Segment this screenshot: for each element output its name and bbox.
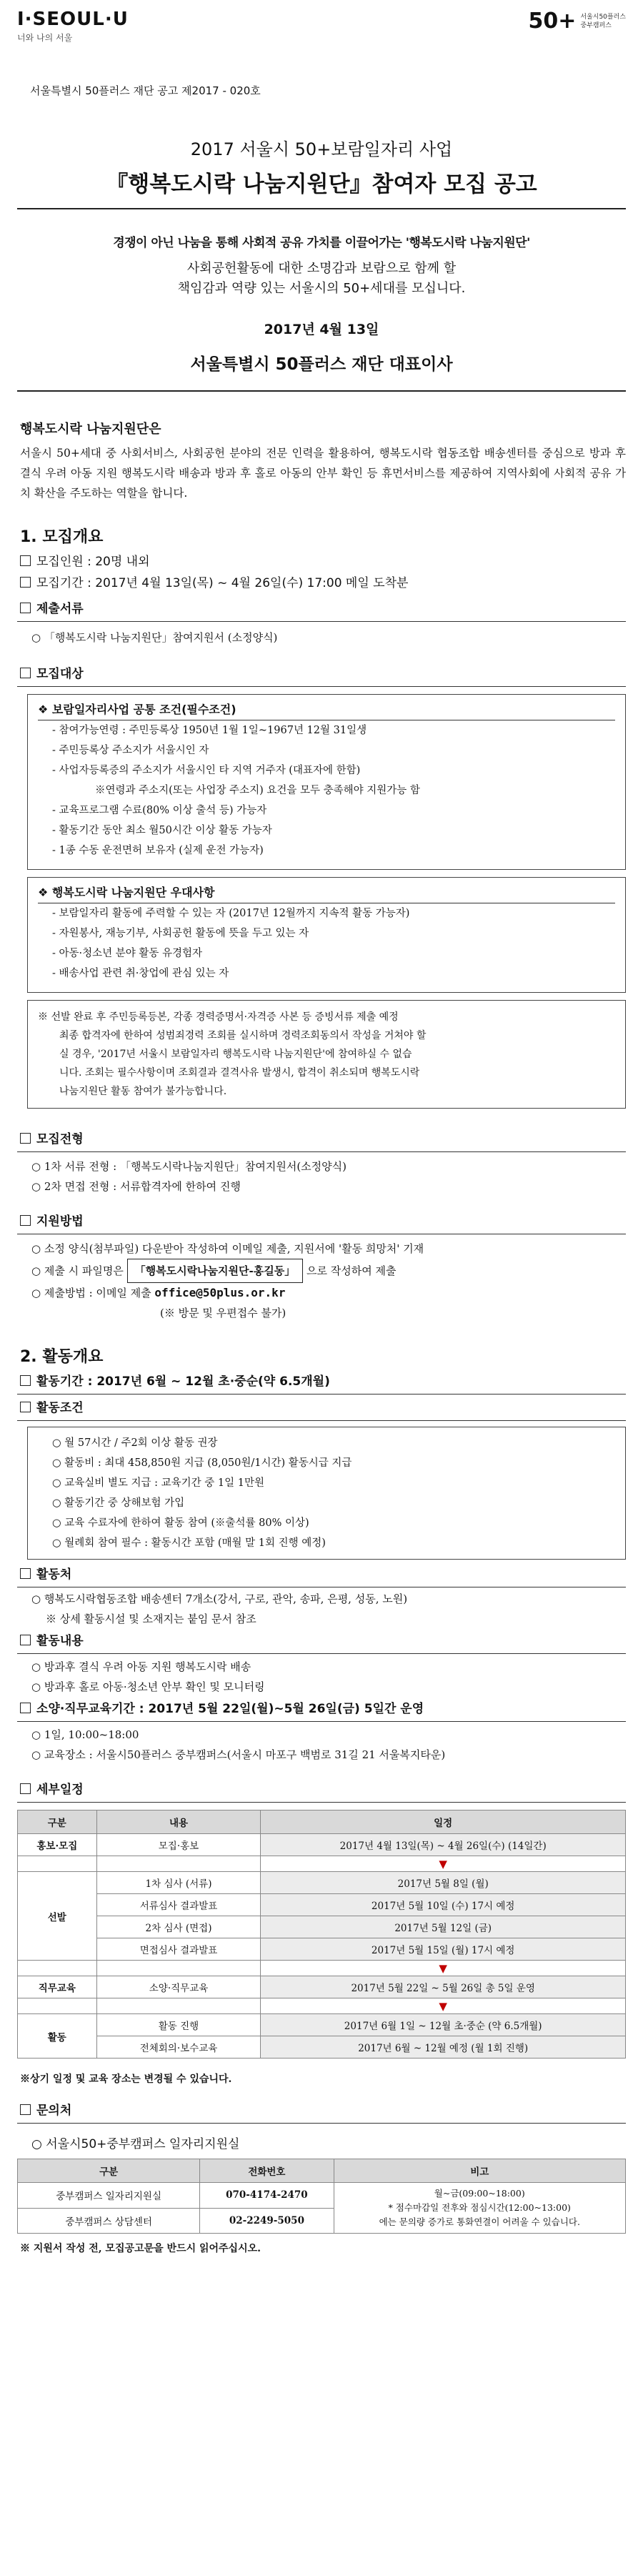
target-title: 모집대상 [36, 667, 84, 681]
schedule-header-cell: 구분 [18, 1810, 97, 1834]
contact-table [17, 2159, 626, 2234]
schedule-row [17, 1780, 626, 1803]
pref-item: - 자원봉사, 재능기부, 사회공헌 활동에 뜻을 두고 있는 자 [52, 928, 309, 939]
preference-box [27, 877, 626, 993]
note-line: 실 경우, '2017년 서울시 보람일자리 행복도시락 나눔지원단'에 참여하실 수 없습 [59, 1049, 412, 1060]
50plus-logo [528, 9, 626, 34]
schedule-item: 활동 진행 [96, 2014, 261, 2036]
preference-title: 행복도시락 나눔지원단 우대사항 [51, 886, 215, 899]
pref-item: - 아동·청소년 분야 활동 유경험자 [52, 948, 203, 959]
activity-period: 활동기간 : 2017년 6월 ~ 12월 초·중순(약 6.5개월) [36, 1374, 330, 1389]
place-note: ※ 상세 활동시설 및 소재지는 붙임 문서 참조 [46, 1613, 256, 1625]
filename-after: 으로 작성하여 제출 [306, 1264, 397, 1277]
contact-row [17, 2101, 626, 2124]
common-conditions-box [27, 694, 626, 870]
contact-org: ○ 서울시50+중부캠퍼스 일자리지원실 [31, 2137, 240, 2151]
checkbox-icon [20, 1703, 31, 1713]
process-item: ○ 1차 서류 전형 : 「행복도시락나눔지원단」참여지원서(소정양식) [31, 1160, 347, 1173]
checkbox-icon [20, 1635, 31, 1645]
schedule-cat: 활동 [18, 2014, 97, 2059]
schedule-note: ※상기 일정 및 교육 장소는 변경될 수 있습니다. [20, 2074, 232, 2085]
period-row [17, 574, 626, 593]
schedule-header-row [18, 1810, 626, 1834]
edu-title: 소양·직무교육기간 : 2017년 5월 22일(월)~5월 26일(금) 5일간 운영 [36, 1702, 424, 1716]
schedule-item: 서류심사 결과발표 [96, 1894, 261, 1916]
headcount: 모집인원 : 20명 내외 [36, 555, 150, 569]
checkbox-icon [20, 1215, 31, 1226]
checkbox-icon [20, 577, 31, 588]
table-row [18, 1872, 626, 1894]
schedule-item: 면접심사 결과발표 [96, 1938, 261, 1961]
schedule-item: 모집·홍보 [96, 1834, 261, 1856]
intro-line1: 사회공헌활동에 대한 소명감과 보람으로 함께 할 [186, 261, 457, 276]
schedule-cat: 홍보·모집 [18, 1834, 97, 1856]
contact-remark-line: 에는 문의량 증가로 통화연결이 어려울 수 있습니다. [379, 2216, 580, 2227]
schedule-date: 2017년 5월 22일 ~ 5월 26일 총 5일 운영 [261, 1976, 626, 1998]
apply-item-filename [17, 1259, 626, 1283]
activity-cond-item: ○ 교육 수료자에 한하여 활동 참여 (※출석률 80% 이상) [52, 1517, 309, 1529]
arrow-row [18, 1998, 626, 2014]
about-heading: 행복도시락 나눔지원단은 [20, 422, 161, 437]
checkbox-icon [20, 603, 31, 613]
background-check-note [27, 1000, 626, 1109]
content-title: 활동내용 [36, 1634, 84, 1648]
common-conditions-title-row: ❖ 보람일자리사업 공통 조건(필수조건) [38, 700, 615, 720]
arrow-row [18, 1856, 626, 1872]
final-note: ※ 지원서 작성 전, 모집공고문을 반드시 읽어주십시오. [20, 2243, 261, 2254]
iseoulu-logo [17, 9, 129, 44]
schedule-date: 2017년 5월 12일 (금) [261, 1916, 626, 1938]
contact-name: 중부캠퍼스 상담센터 [18, 2208, 200, 2234]
no-visit-note: (※ 방문 및 우편접수 불가) [160, 1307, 286, 1319]
apply-item-email [17, 1283, 626, 1303]
50plus-logo-mark: 50+ [528, 9, 577, 34]
place-item: ○ 행복도시락협동조합 배송센터 7개소(강서, 구로, 관악, 송파, 은평, 성동, 노원) [31, 1592, 408, 1605]
schedule-table [17, 1810, 626, 2059]
note-line: 니다. 조회는 필수사항이며 조회결과 결격사유 발생시, 합격이 취소되며 행복도시락 [59, 1067, 420, 1079]
target-row [17, 665, 626, 687]
table-row [18, 1894, 626, 1916]
filename-example: 「행복도시락나눔지원단-홍길동」 [127, 1259, 304, 1283]
recruit-period: 모집기간 : 2017년 4월 13일(목) ~ 4월 26일(수) 17:00 메일 도착분 [36, 576, 409, 590]
50plus-logo-sub2: 중부캠퍼스 [580, 21, 612, 29]
activity-cond-item: ○ 월 57시간 / 주2회 이상 활동 권장 [52, 1437, 218, 1449]
50plus-logo-sub1: 서울시50플러스 [580, 13, 626, 21]
note-line: 최종 합격자에 한하여 성범죄경력 조회를 실시하며 경력조회동의서 작성을 거쳐야 할 [59, 1030, 427, 1041]
content-item: ○ 방과후 결식 우려 아동 지원 행복도시락 배송 [31, 1660, 251, 1673]
intro [17, 259, 626, 299]
note-line: 나눔지원단 활동 참여가 불가능합니다. [59, 1086, 227, 1097]
table-row [18, 2036, 626, 2059]
issuer-divider [17, 390, 626, 392]
process-row [17, 1130, 626, 1152]
docs-row [17, 600, 626, 622]
activity-cond-title: 활동조건 [36, 1401, 84, 1415]
headcount-row [17, 553, 626, 571]
docs-item-row: ○ 「행복도시락 나눔지원단」참여지원서 (소정양식) [31, 631, 278, 644]
cond-item: ※연령과 주소지(또는 사업장 주소지) 요건을 모두 충족해야 지원가능 함 [95, 785, 420, 796]
content-item: ○ 방과후 홀로 아동·청소년 안부 확인 및 모니터링 [31, 1680, 265, 1693]
apply-title: 지원방법 [36, 1214, 84, 1229]
contact-remark [334, 2183, 625, 2234]
contact-remark-line: 월~금(09:00~18:00) [434, 2188, 525, 2199]
activity-cond-row [17, 1399, 626, 1421]
iseoulu-logo-text: I·SEOUL·U [17, 9, 129, 30]
table-row [18, 2183, 626, 2209]
schedule-item: 1차 심사 (서류) [96, 1872, 261, 1894]
checkbox-icon [20, 2104, 31, 2115]
arrow-down-icon: ▼ [261, 1961, 626, 1976]
schedule-item: 2차 심사 (면접) [96, 1916, 261, 1938]
contact-remark-line: * 점수마감일 전후와 점심시간(12:00~13:00) [388, 2202, 571, 2213]
schedule-item: 전체회의·보수교육 [96, 2036, 261, 2059]
notice-date: 2017년 4월 13일 [264, 322, 379, 337]
checkbox-icon [20, 1402, 31, 1412]
activity-conditions-box [27, 1427, 626, 1560]
docs-title: 제출서류 [36, 602, 84, 616]
activity-period-row [17, 1372, 626, 1394]
place-row [17, 1565, 626, 1587]
cond-item: - 사업자등록증의 주소지가 서울시인 타 지역 거주자 (대표자에 한함) [52, 765, 361, 776]
schedule-cat: 직무교육 [18, 1976, 97, 1998]
schedule-date: 2017년 5월 10일 (수) 17시 예정 [261, 1894, 626, 1916]
schedule-date: 2017년 6월 1일 ~ 12월 초·중순 (약 6.5개월) [261, 2014, 626, 2036]
contact-header-cell: 전화번호 [200, 2159, 334, 2183]
contact-header-cell: 비고 [334, 2159, 625, 2183]
arrow-row [18, 1961, 626, 1976]
cond-item: - 활동기간 동안 최소 월50시간 이상 활동 가능자 [52, 825, 272, 836]
checkbox-icon [20, 668, 31, 678]
schedule-date: 2017년 5월 15일 (월) 17시 예정 [261, 1938, 626, 1961]
cond-item: - 교육프로그램 수료(80% 이상 출석 등) 가능자 [52, 805, 267, 816]
place-title: 활동처 [36, 1567, 72, 1582]
table-row [18, 1938, 626, 1961]
tagline: 경쟁이 아닌 나눔을 통해 사회적 공유 가치를 이끌어가는 '행복도시락 나눔지원단' [113, 236, 530, 250]
process-item: ○ 2차 면접 전형 : 서류합격자에 한하여 진행 [31, 1180, 241, 1193]
schedule-item: 소양·직무교육 [96, 1976, 261, 1998]
apply-item-label: ○ 제출 시 파일명은 [31, 1264, 124, 1277]
schedule-cat: 선발 [18, 1872, 97, 1961]
edu-item: ○ 교육장소 : 서울시50플러스 중부캠퍼스(서울시 마포구 백범로 31길 21 서울복지타운) [31, 1748, 446, 1761]
cond-item: - 참여가능연령 : 주민등록상 1950년 1월 1일~1967년 12월 31일생 [52, 725, 367, 736]
apply-item-label: ○ 제출방법 : 이메일 제출 [31, 1287, 151, 1299]
checkbox-icon [20, 1133, 31, 1144]
contact-title: 문의처 [36, 2104, 72, 2118]
table-row [18, 1916, 626, 1938]
checkbox-icon [20, 555, 31, 566]
section2-title: 2. 활동개요 [20, 1348, 104, 1366]
notice-number: 서울특별시 50플러스 재단 공고 제2017 - 020호 [30, 84, 261, 97]
arrow-down-icon: ▼ [261, 1856, 626, 1872]
contact-header-cell: 구분 [18, 2159, 200, 2183]
activity-cond-item: ○ 교육실비 별도 지급 : 교육기간 중 1일 1만원 [52, 1477, 264, 1489]
edu-item: ○ 1일, 10:00~18:00 [31, 1728, 139, 1741]
header [17, 0, 626, 59]
contact-phone[interactable]: 070-4174-2470 [200, 2183, 334, 2209]
cond-item: - 주민등록상 주소지가 서울시인 자 [52, 745, 209, 756]
note-line: ※ 선발 완료 후 주민등록등본, 각종 경력증명서·자격증 사본 등 증빙서류 제출 예정 [38, 1011, 399, 1023]
contact-phone[interactable]: 02-2249-5050 [200, 2208, 334, 2234]
schedule-date: 2017년 5월 8일 (월) [261, 1872, 626, 1894]
pref-item: - 배송사업 관련 취·창업에 관심 있는 자 [52, 968, 229, 979]
issuer: 서울특별시 50플러스 재단 대표이사 [190, 355, 453, 374]
apply-item: ○ 소정 양식(첨부파일) 다운받아 작성하여 이메일 제출, 지원서에 '활동 희망처' 기재 [31, 1242, 424, 1255]
schedule-header-cell: 내용 [96, 1810, 261, 1834]
iseoulu-logo-sub: 너와 나의 서울 [17, 33, 73, 43]
preference-title-row: ❖ 행복도시락 나눔지원단 우대사항 [38, 883, 615, 903]
about-body: 서울시 50+세대 중 사회서비스, 사회공헌 분야의 전문 인력을 활용하여, 행복도시락 협동조합 배송센터를 중심으로 방과 후 결식 우려 아동 지원 행복도시락 배송과 방과 후 홀로 아동의 안부 확인 등 휴먼서비스를 제공하여 지역사회에 사회적 공유 가치 확산을 주도하는 역할을 합니다. [20, 447, 626, 500]
checkbox-icon [20, 1568, 31, 1579]
title-line1: 2017 서울시 50+보람일자리 사업 [190, 139, 453, 159]
title-divider [17, 208, 626, 209]
docs-item: 「행복도시락 나눔지원단」참여지원서 (소정양식) [44, 631, 278, 644]
schedule-date: 2017년 6월 ~ 12월 예정 (월 1회 진행) [261, 2036, 626, 2059]
arrow-down-icon: ▼ [261, 1998, 626, 2014]
title-line2: 『행복도시락 나눔지원단』참여자 모집 공고 [106, 172, 537, 197]
schedule-title: 세부일정 [36, 1783, 84, 1797]
cond-item: - 1종 수동 운전면허 보유자 (실제 운전 가능자) [52, 845, 264, 856]
activity-cond-item: ○ 활동기간 중 상해보험 가입 [52, 1497, 185, 1509]
activity-cond-item: ○ 월례회 참여 필수 : 활동시간 포함 (매월 말 1회 진행 예정) [52, 1537, 326, 1549]
intro-line2: 책임감과 역량 있는 서울시의 50+세대를 모십니다. [177, 281, 466, 296]
table-row [18, 1834, 626, 1856]
email-address[interactable]: office@50plus.or.kr [154, 1286, 286, 1299]
contact-name: 중부캠퍼스 일자리지원실 [18, 2183, 200, 2209]
schedule-date: 2017년 4월 13일(목) ~ 4월 26일(수) (14일간) [261, 1834, 626, 1856]
checkbox-icon [20, 1783, 31, 1794]
activity-cond-item: ○ 활동비 : 최대 458,850원 지급 (8,050원/1시간) 활동시급 지급 [52, 1457, 352, 1469]
pref-item: - 보람일자리 활동에 주력할 수 있는 자 (2017년 12월까지 지속적 활동 가능자) [52, 908, 410, 919]
content-row [17, 1632, 626, 1654]
contact-header-row [18, 2159, 626, 2183]
schedule-header-cell: 일정 [261, 1810, 626, 1834]
table-row [18, 1976, 626, 1998]
section1-title: 1. 모집개요 [20, 528, 104, 546]
apply-row [17, 1212, 626, 1234]
edu-row [17, 1700, 626, 1722]
process-title: 모집전형 [36, 1132, 84, 1146]
common-conditions-title: 보람일자리사업 공통 조건(필수조건) [51, 703, 236, 716]
table-row [18, 2014, 626, 2036]
checkbox-icon [20, 1375, 31, 1386]
